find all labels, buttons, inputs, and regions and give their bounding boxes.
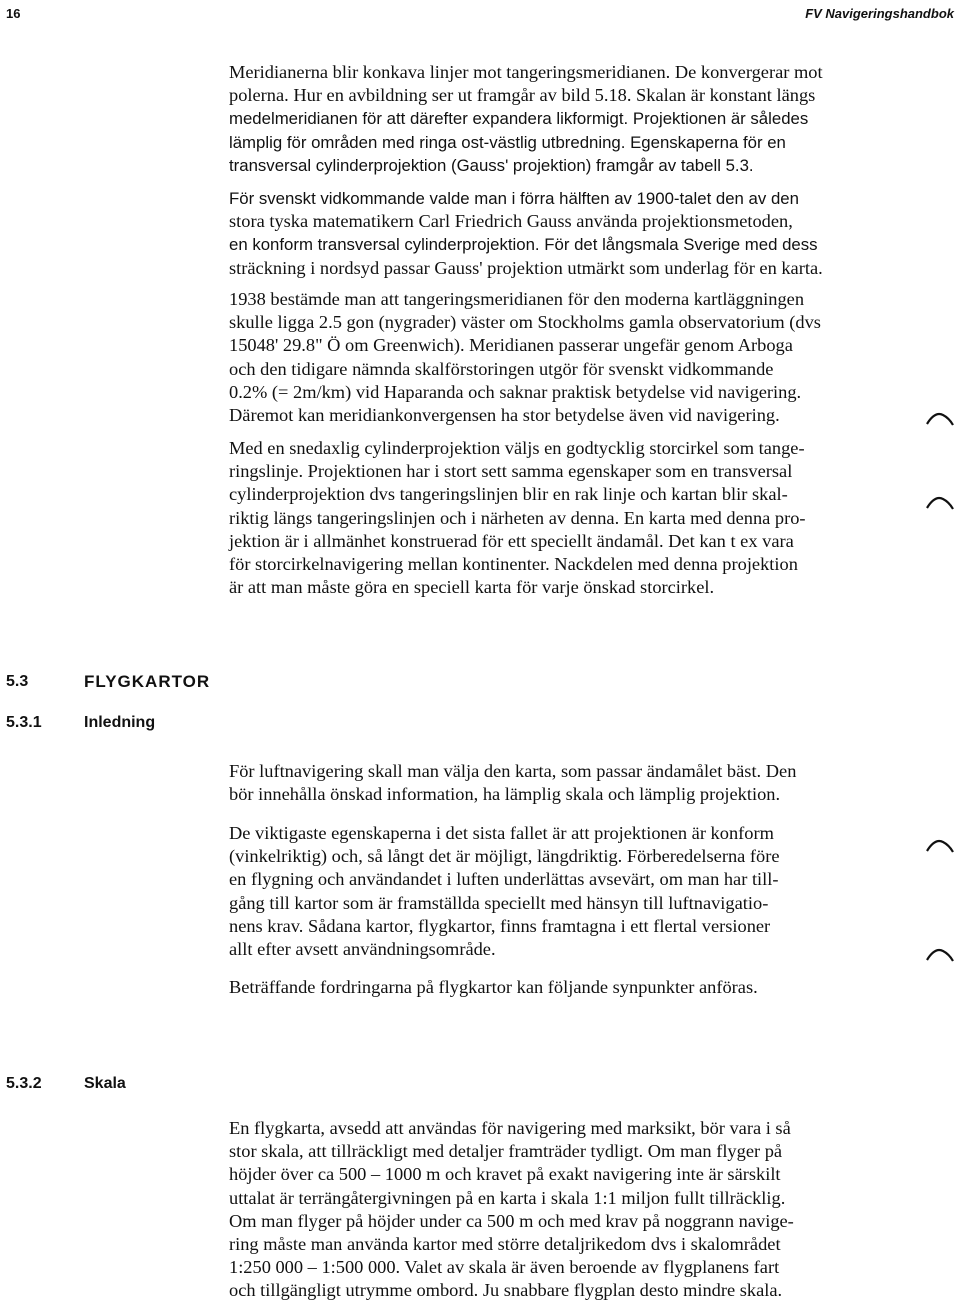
text-line: De viktigaste egenskaperna i det sista fallet är att projektionen är konform — [229, 823, 774, 843]
text-line: en flygning och användandet i luften underlättas avsevärt, om man har till- — [229, 869, 779, 890]
text-line: ringslinje. Projektionen har i stort sett samma egenskaper som en transversal — [229, 461, 793, 482]
text-line: ring måste man använda kartor med större detaljrikedom dvs i skalområdet — [229, 1234, 781, 1255]
paragraph-gauss-projection — [229, 187, 877, 280]
paragraph-oblique-cylinder — [229, 437, 877, 599]
text-line: 1:250 000 – 1:500 000. Valet av skala är även beroende av flygplanens fart — [229, 1257, 780, 1278]
text-line: jektion är i allmänhet konstruerad för ett speciellt ändamål. Det kan t ex vara — [229, 530, 794, 551]
subsection-number: 5.3.2 — [6, 1075, 42, 1092]
margin-caret-mark — [925, 945, 955, 965]
text-line: nens krav. Sådana kartor, flygkartor, finns framtagna i ett flertal versioner — [229, 915, 771, 936]
text-line: höjder över ca 500 – 1000 m och kravet på exakt navigering inte är särskilt — [229, 1164, 781, 1185]
text-line: och den tidigare nämnda skalförstoringen utgör för svenskt vidkommande — [229, 358, 774, 379]
paragraph-conformal-properties — [229, 822, 877, 961]
subsection-number: 5.3.1 — [6, 714, 42, 731]
paragraph-scale — [229, 1117, 877, 1303]
subsection-title: Inledning — [84, 714, 156, 731]
text-line: medelmeridianen för att därefter expandera likformigt. Projektionen är således — [229, 109, 809, 129]
text-line: transversal cylinderprojektion (Gauss' projektion) framgår av tabell 5.3. — [229, 155, 754, 175]
text-line: lämplig för områden med ringa ost-västlig utbredning. Egenskaperna för en — [229, 132, 786, 152]
margin-caret-mark — [925, 836, 955, 856]
text-line: För svenskt vidkommande valde man i förra hälften av 1900-talet den av den — [229, 189, 799, 208]
text-line: 1938 bestämde man att tangeringsmeridianen för den moderna kartläggningen — [229, 289, 805, 309]
text-line: för storcirkelnavigering mellan kontinenter. Nackdelen med denna projektion — [229, 554, 798, 575]
text-line: 15048' 29.8" Ö om Greenwich). Meridianen passerar ungefär genom Arboga — [229, 335, 793, 356]
text-line: (vinkelriktig) och, så långt det är möjligt, längdriktig. Förberedelserna före — [229, 846, 780, 867]
margin-caret-mark — [925, 493, 955, 513]
text-line: En flygkarta, avsedd att användas för navigering med marksikt, bör vara i så — [229, 1118, 791, 1138]
text-line: skulle ligga 2.5 gon (nygrader) väster om Stockholms gamla observatorium (dvs — [229, 312, 821, 333]
text-line: allt efter avsett användningsområde. — [229, 939, 496, 960]
text-line: Med en snedaxlig cylinderprojektion väljs en godtycklig storcirkel som tange- — [229, 438, 805, 458]
margin-caret-mark — [925, 409, 955, 429]
text-line: Däremot kan meridiankonvergensen ha stor betydelse även vid navigering. — [229, 405, 780, 426]
text-line: sträckning i nordsyd passar Gauss' projektion utmärkt som underlag för en karta. — [229, 257, 823, 278]
text-line: För luftnavigering skall man välja den karta, som passar ändamålet bäst. Den — [229, 761, 797, 781]
text-line: riktig längs tangeringslinjen och i närheten av denna. En karta med denna pro- — [229, 507, 806, 528]
text-line: gång till kartor som är framställda speciellt med hänsyn till luftnavigatio- — [229, 892, 769, 913]
section-number: 5.3 — [6, 673, 29, 690]
section-title: FLYGKARTOR — [84, 672, 211, 691]
text-line: är att man måste göra en speciell karta för varje önskad storcirkel. — [229, 577, 715, 598]
text-line: polerna. Hur en avbildning ser ut framgår av bild 5.18. Skalan är konstant längs — [229, 85, 816, 106]
text-line: stor skala, att tillräckligt med detaljer framträder tydligt. Om man flyger på — [229, 1141, 783, 1162]
text-line: Meridianerna blir konkava linjer mot tangeringsmeridianen. De konvergerar mot — [229, 62, 823, 82]
text-line: cylinderprojektion dvs tangeringslinjen blir en rak linje och kartan blir skal- — [229, 484, 788, 505]
text-line: Beträffande fordringarna på flygkartor kan följande synpunkter anföras. — [229, 977, 758, 997]
text-line: Om man flyger på höjder under ca 500 m och med krav på noggrann navige- — [229, 1210, 794, 1231]
paragraph-choose-chart — [229, 760, 877, 806]
text-line: stora tyska matematikern Carl Friedrich Gauss använda projektionsmetoden, — [229, 211, 793, 232]
running-title: FV Navigeringshandbok — [805, 6, 954, 21]
text-line: och tillgängligt utrymme ombord. Ju snabbare flygplan desto mindre skala. — [229, 1280, 783, 1301]
text-line: en konform transversal cylinderprojektion. För det långsmala Sverige med dess — [229, 235, 818, 255]
subsection-title: Skala — [84, 1075, 126, 1092]
paragraph-tangent-meridian-1938 — [229, 288, 877, 427]
paragraph-projection-meridians — [229, 61, 877, 177]
text-line: uttalat är terrängåtergivningen på en karta i skala 1:1 miljon fullt tillräcklig. — [229, 1187, 786, 1208]
paragraph-requirements-intro — [229, 976, 877, 999]
text-line: 0.2% (= 2m/km) vid Haparanda och saknar praktisk betydelse vid navigering. — [229, 381, 802, 402]
text-line: bör innehålla önskad information, ha lämplig skala och lämplig projektion. — [229, 784, 781, 805]
page-number: 16 — [6, 6, 21, 21]
